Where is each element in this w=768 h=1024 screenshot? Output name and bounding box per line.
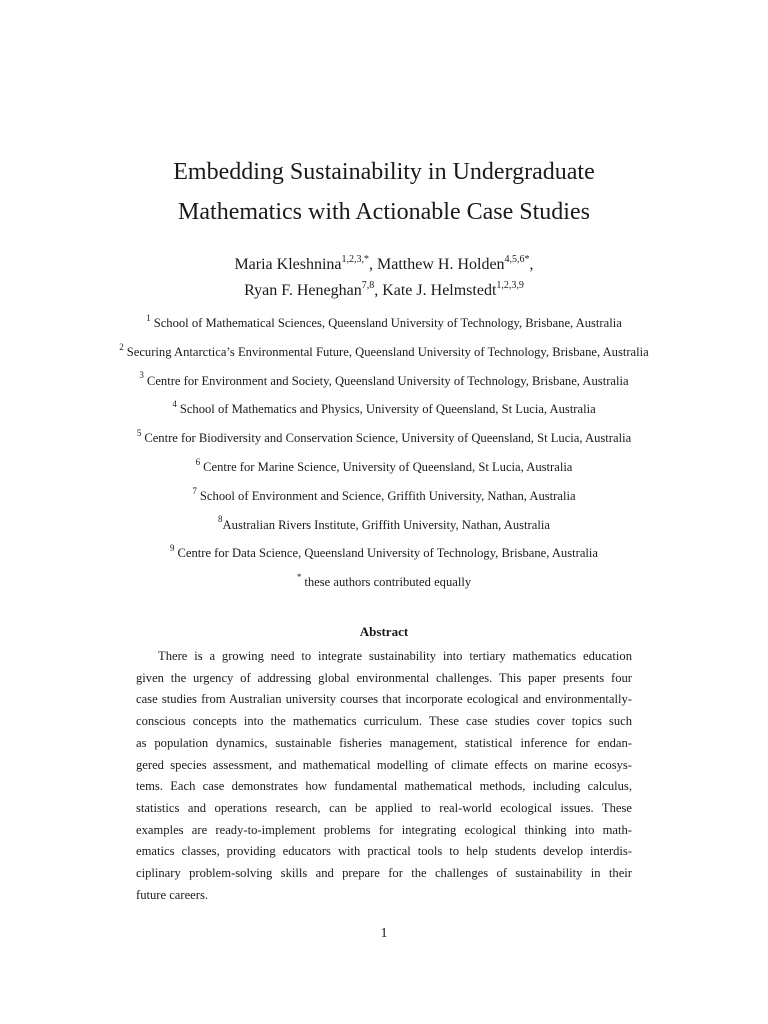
abstract-line: examples are ready-to-implement problems for integrating ecological thinking into math- [136, 822, 632, 837]
author-affiliation-marks: 4,5,6* [504, 253, 530, 265]
abstract-heading: Abstract [359, 624, 409, 639]
author-name: Matthew H. Holden [377, 256, 505, 273]
affiliation-item [0, 457, 768, 486]
affiliation-mark: 2 [119, 341, 124, 352]
title-line-2: Mathematics with Actionable Case Studies [178, 199, 590, 225]
affiliation-text: Securing Antarctica’s Environmental Future, Queensland University of Technology, Brisbane, Australia [126, 344, 649, 359]
page-number: 1 [380, 926, 388, 941]
affiliation-item [0, 486, 768, 515]
author-name: Kate J. Helmstedt [382, 282, 497, 299]
equal-contribution-note [0, 572, 768, 601]
abstract-body [136, 646, 632, 906]
abstract-line: statistics and operations research, can be applied to real-world ecological issues. These [136, 800, 632, 815]
affiliation-text: Centre for Environment and Society, Queensland University of Technology, Brisbane, Australia [146, 373, 629, 388]
paper-title [0, 152, 768, 232]
abstract-line: ematics classes, providing educators with practical tools to help students develop interdis- [136, 844, 632, 859]
abstract-line: ciplinary problem-solving skills and prepare for the challenges of sustainability in their [136, 866, 632, 881]
author-line-2: Ryan F. Heneghan$^{7,8}$, Kate J. Helmstedt$^{1,2,3,9}$ [244, 279, 524, 299]
affiliation-item [0, 428, 768, 457]
abstract-line: There is a growing need to integrate sustainability into tertiary mathematics education [158, 649, 632, 663]
affiliation-mark: * [296, 571, 302, 582]
affiliation-mark: 1 [146, 312, 151, 323]
affiliation-text: School of Mathematical Sciences, Queensland University of Technology, Brisbane, Australia [153, 316, 622, 330]
abstract-line: future careers. [136, 887, 209, 902]
affiliation-text: Centre for Biodiversity and Conservation Science, University of Queensland, St Lucia, Australia [144, 431, 632, 446]
affiliation-item [0, 399, 768, 428]
abstract-line: case studies from Australian university courses that incorporate ecological and environmentally- [136, 692, 632, 707]
author-line-1: Maria Kleshnina$^{1,2,3,*}$, Matthew H. Holden$^{4,5,6*}$, [234, 253, 534, 273]
abstract-line: given the urgency of addressing global environmental challenges. This paper presents four [136, 670, 632, 685]
affiliation-list [0, 313, 768, 601]
affiliation-mark: 5 [136, 428, 142, 438]
affiliation-text: School of Environment and Science, Griffith University, Nathan, Australia [199, 488, 576, 503]
author-affiliation-marks: 1,2,3,9 [496, 279, 524, 291]
affiliation-mark: 4 [172, 399, 177, 410]
affiliation-text: School of Mathematics and Physics, University of Queensland, St Lucia, Australia [179, 402, 596, 417]
abstract-line: gered species assessment, and mathematical modelling of climate effects on marine ecosys- [136, 757, 632, 772]
author-affiliation-marks: 7,8 [361, 279, 375, 291]
affiliation-item [0, 371, 768, 400]
author-list [0, 252, 768, 304]
affiliation-item [0, 543, 768, 572]
title-line-1: Embedding Sustainability in Undergraduate [173, 159, 595, 185]
affiliation-text: Centre for Data Science, Queensland University of Technology, Brisbane, Australia [177, 546, 599, 561]
affiliation-item [0, 313, 768, 342]
affiliation-mark: 9 [169, 543, 175, 554]
affiliation-mark: 6 [195, 456, 201, 467]
affiliation-mark: 3 [139, 370, 144, 381]
affiliation-item [0, 342, 768, 371]
affiliation-item [0, 515, 768, 544]
author-name: Maria Kleshnina [234, 256, 342, 273]
abstract-line: as population dynamics, sustainable fisheries management, statistical inference for endan- [136, 735, 632, 750]
affiliation-text: these authors contributed equally [304, 575, 472, 590]
affiliation-mark: 8 [218, 514, 223, 525]
author-name: Ryan F. Heneghan [244, 282, 362, 299]
affiliation-text: Australian Rivers Institute, Griffith University, Nathan, Australia [222, 517, 550, 532]
author-affiliation-marks: 1,2,3,* [341, 253, 370, 265]
affiliation-mark: 7 [192, 485, 197, 496]
abstract-line: tems. Each case demonstrates how fundamental mathematical methods, including calculus, [136, 779, 632, 794]
affiliation-text: Centre for Marine Science, University of Queensland, St Lucia, Australia [203, 459, 573, 474]
abstract-line: conscious concepts into the mathematics curriculum. These case studies cover topics such [136, 714, 632, 729]
